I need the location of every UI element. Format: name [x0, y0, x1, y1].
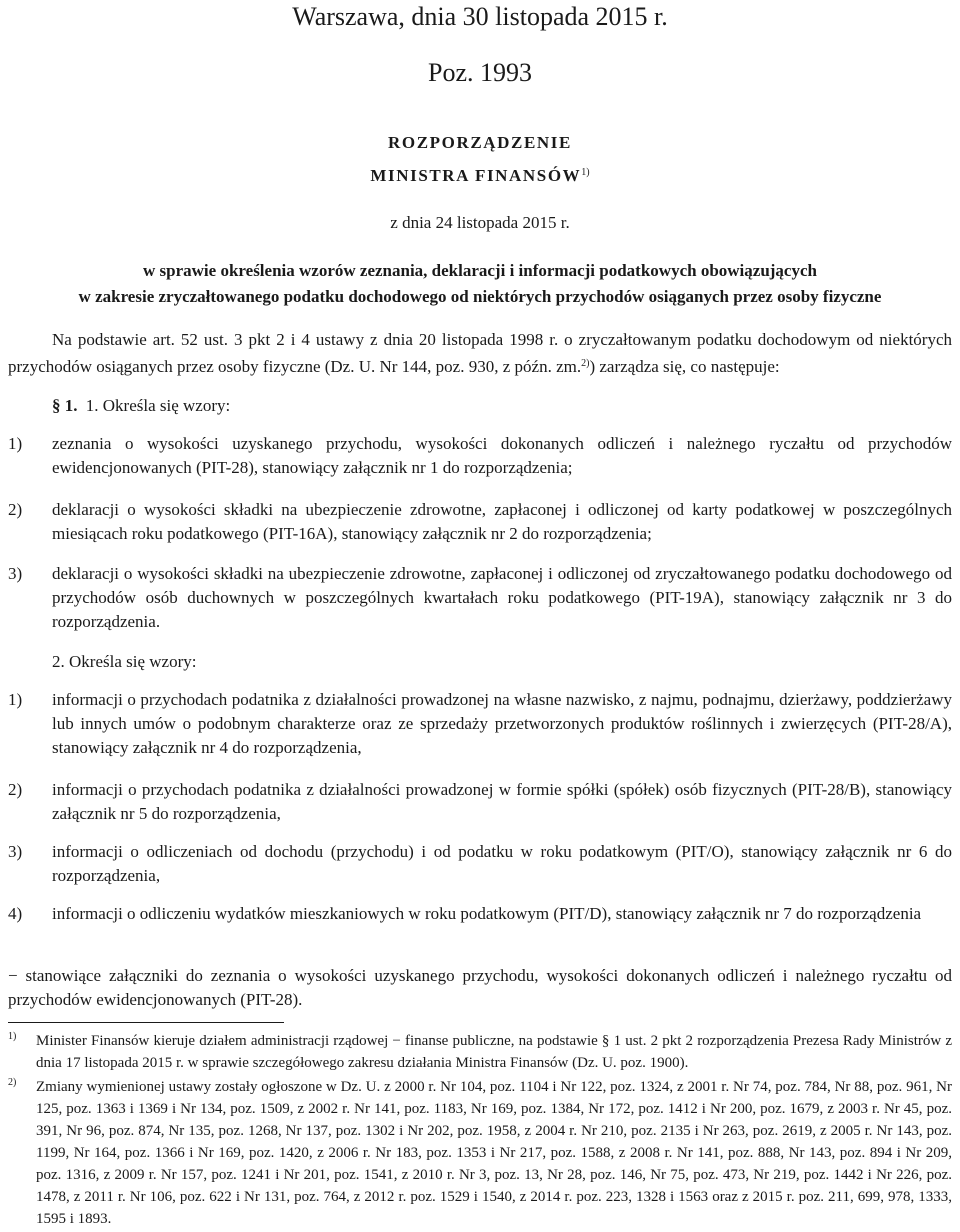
list-item-text: zeznania o wysokości uzyskanego przychodu, wysokości dokonanych odliczeń i należnego ryczałtu od przychodów ewidencjonowanych (PIT-28), stanowiący załącznik nr 1 do rozporządzenia; [52, 434, 952, 477]
list-item-number: 3) [8, 564, 23, 583]
paragraph-symbol: § 1. [52, 396, 78, 415]
position-number: Poz. 1993 [428, 58, 532, 87]
list-item [8, 688, 952, 760]
list-item [8, 432, 952, 480]
section-1-intro-text: 1. Określa się wzory: [85, 396, 231, 415]
list-item-number: 1) [8, 690, 23, 709]
paragraph-1-intro [52, 394, 230, 418]
list-item-number: 1) [8, 434, 23, 453]
footnote-mark: 2) [8, 1077, 17, 1088]
closing-paragraph: − stanowiące załączniki do zeznania o wysokości uzyskanego przychodu, wysokości dokonanych odliczeń i należnego ryczałtu od przychodów ewidencjonowanych (PIT-28). [8, 966, 952, 1009]
list-item-text: informacji o odliczeniach od dochodu (przychodu) i od podatku w roku podatkowym (PIT/O), stanowiący załącznik nr 6 do rozporządzenia, [52, 842, 952, 885]
act-subject [0, 258, 960, 310]
list-item [8, 902, 952, 926]
list-item-text: deklaracji o wysokości składki na ubezpieczenie zdrowotne, zapłaconej i odliczonej od karty podatkowej w poszczególnych miesiącach roku podatkowego (PIT-16A), stanowiący załącznik nr 2 do rozporządzenia; [52, 500, 952, 543]
list-item-text: informacji o przychodach podatnika z działalności prowadzonej na własne nazwisko, z najmu, podnajmu, dzierżawy, poddzierżawy lub innych umów o podobnym charakterze oraz ze sprzedaży przetworzonych produktów roślinnych i zwierzęcych (PIT-28/A), stanowiący załącznik nr 4 do rozporządzenia, [52, 690, 952, 757]
footnote [8, 1030, 952, 1074]
footnote-ref-1: 1) [581, 167, 590, 178]
list-item [8, 840, 952, 888]
footnote-mark: 1) [8, 1031, 17, 1042]
list-item-number: 2) [8, 780, 23, 799]
act-type-heading: ROZPORZĄDZENIE [388, 133, 572, 152]
act-subject-line-2: w zakresie zryczałtowanego podatku dochodowego od niektórych przychodów osiąganych przez osoby fizyczne [78, 287, 882, 306]
preamble-text-end: ) zarządza się, co następuje: [589, 357, 780, 376]
preamble-text: Na podstawie art. 52 ust. 3 pkt 2 i 4 ustawy z dnia 20 listopada 1998 r. o zryczałtowanym podatku dochodowym od niektórych przychodów osiąganych przez osoby fizyczne (Dz. U. Nr 144, poz. 930, z późn. zm. [8, 330, 952, 376]
list-item-text: deklaracji o wysokości składki na ubezpieczenie zdrowotne, zapłaconej i odliczonej od zryczałtowanego podatku dochodowego od przychodów osób duchownych w poszczególnych kwartałach roku podatkowego (PIT-19A), stanowiący załącznik nr 3 do rozporządzenia. [52, 564, 952, 631]
issuing-authority-heading [0, 162, 960, 187]
preamble [8, 328, 952, 379]
list-item [8, 562, 952, 634]
act-date: z dnia 24 listopada 2015 r. [390, 213, 570, 232]
act-subject-line-1: w sprawie określenia wzorów zeznania, deklaracji i informacji podatkowych obowiązujących [143, 261, 817, 280]
footnote-divider [8, 1022, 284, 1023]
footnote-text: Zmiany wymienionej ustawy zostały ogłoszone w Dz. U. z 2000 r. Nr 104, poz. 1104 i Nr 122, poz. 1324, z 2001 r. Nr 74, poz. 784, Nr 88, poz. 961, Nr 125, poz. 1363 i 1369 i Nr 134, poz. 1509, z 2002 r. Nr 141, poz. 1183, Nr 169, poz. 1384, Nr 172, poz. 1412 i Nr 200, poz. 1679, z 2003 r. Nr 45, poz. 391, Nr 96, poz. 874, Nr 135, poz. 1268, Nr 137, poz. 1302 i Nr 202, poz. 1958, z 2004 r. Nr 210, poz. 2135 i Nr 263, poz. 2619, z 2005 r. Nr 143, poz. 1199, Nr 164, poz. 1366 i Nr 169, poz. 1420, z 2006 r. Nr 183, poz. 1353 i Nr 217, poz. 1588, z 2008 r. Nr 141, poz. 888, Nr 143, poz. 894 i Nr 209, poz. 1316, z 2009 r. Nr 157, poz. 1241 i Nr 201, poz. 1541, z 2010 r. Nr 3, poz. 13, Nr 28, poz. 146, Nr 75, poz. 473, Nr 219, poz. 1442 i Nr 226, poz. 1478, z 2011 r. Nr 106, poz. 622 i Nr 131, poz. 764, z 2012 r. poz. 1529 i 1540, z 2014 r. poz. 223, 1328 i 1563 oraz z 2015 r. poz. 211, 699, 978, 1333, 1595 i 1893. [36, 1079, 952, 1227]
issuing-authority-text: MINISTRA FINANSÓW [370, 166, 582, 185]
footnote-ref-2: 2) [581, 358, 590, 369]
list-item-number: 3) [8, 842, 23, 861]
list-item-number: 4) [8, 904, 23, 923]
list-item-text: informacji o przychodach podatnika z działalności prowadzonej w formie spółki (spółek) osób fizycznych (PIT-28/B), stanowiący załącznik nr 5 do rozporządzenia, [52, 780, 952, 823]
list-item [8, 778, 952, 826]
list-item-number: 2) [8, 500, 23, 519]
list-item-text: informacji o odliczeniu wydatków mieszkaniowych w roku podatkowym (PIT/D), stanowiący załącznik nr 7 do rozporządzenia [52, 904, 922, 923]
list-item [8, 498, 952, 546]
footnote [8, 1076, 952, 1230]
section-2-intro: 2. Określa się wzory: [52, 652, 197, 671]
publication-date: Warszawa, dnia 30 listopada 2015 r. [292, 2, 668, 31]
footnote-text: Minister Finansów kieruje działem administracji rządowej − finanse publiczne, na podstawie § 1 ust. 2 pkt 2 rozporządzenia Prezesa Rady Ministrów z dnia 17 listopada 2015 r. w sprawie szczegółowego zakresu działania Ministra Finansów (Dz. U. poz. 1900). [36, 1033, 952, 1071]
